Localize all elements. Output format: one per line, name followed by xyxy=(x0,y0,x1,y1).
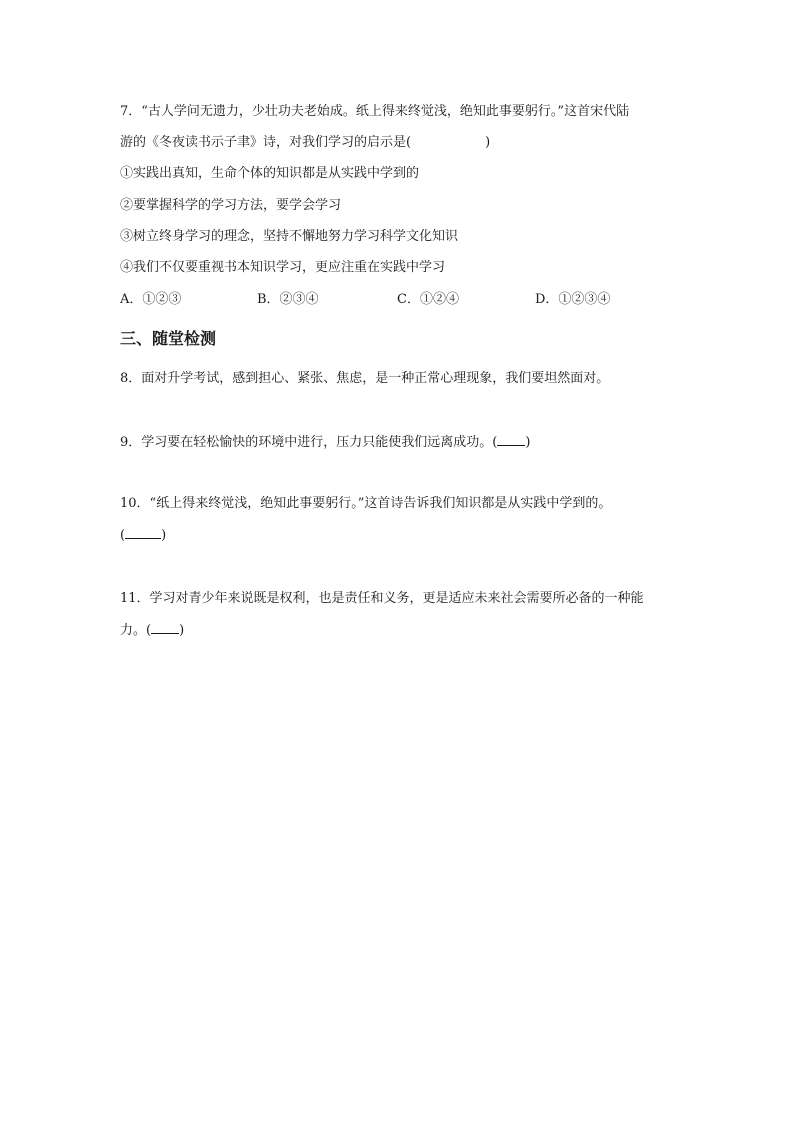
question-11-prompt-end: 力。( xyxy=(120,623,152,638)
question-9-text xyxy=(120,433,530,452)
question-7-prompt: 游的《冬夜读书示子聿》诗，对我们学习的启示是( xyxy=(120,135,412,150)
question-9-close-paren: ) xyxy=(525,435,531,450)
question-7-option-b: B．②③④ xyxy=(257,292,319,307)
question-10-line-2 xyxy=(120,526,166,545)
question-10-open-paren: ( xyxy=(120,528,126,543)
section-3-heading: 三、随堂检测 xyxy=(120,329,217,348)
question-7-statement-3: ③树立终身学习的理念，坚持不懈地努力学习科学文化知识 xyxy=(120,229,459,244)
question-7-statement-4: ④我们不仅要重视书本知识学习，更应注重在实践中学习 xyxy=(120,260,446,275)
question-9-prompt: 9．学习要在轻松愉快的环境中进行，压力只能使我们远离成功。( xyxy=(120,435,498,450)
question-7-statement-1: ①实践出真知，生命个体的知识都是从实践中学到的 xyxy=(120,166,420,181)
question-11-close-paren: ) xyxy=(179,623,185,638)
question-11-answer-blank xyxy=(151,621,179,634)
question-7-line-1: 7．“古人学问无遗力，少壮功夫老始成。纸上得来终觉浅，绝知此事要躬行。”这首宋代陆 xyxy=(120,104,630,119)
question-11-line-2 xyxy=(120,621,184,640)
question-11-line-1: 11．学习对青少年来说既是权利，也是责任和义务，更是适应未来社会需要所必备的一种能 xyxy=(120,591,644,606)
question-7-option-c: C．①②④ xyxy=(397,292,459,307)
question-7-option-d: D．①②③④ xyxy=(535,292,611,307)
question-7-option-a: A．①②③ xyxy=(120,292,182,307)
question-10-answer-blank xyxy=(125,526,161,539)
question-9-answer-blank xyxy=(497,433,525,446)
question-7-statement-2: ②要掌握科学的学习方法，要学会学习 xyxy=(120,198,342,213)
question-7-line-2 xyxy=(120,134,490,152)
question-10-line-1: 10．“纸上得来终觉浅，绝知此事要躬行。”这首诗告诉我们知识都是从实践中学到的。 xyxy=(120,496,612,511)
question-7-close-paren: ) xyxy=(485,135,491,150)
question-10-close-paren: ) xyxy=(161,528,167,543)
question-8-text: 8．面对升学考试，感到担心、紧张、焦虑，是一种正常心理现象，我们要坦然面对。 xyxy=(120,371,610,386)
